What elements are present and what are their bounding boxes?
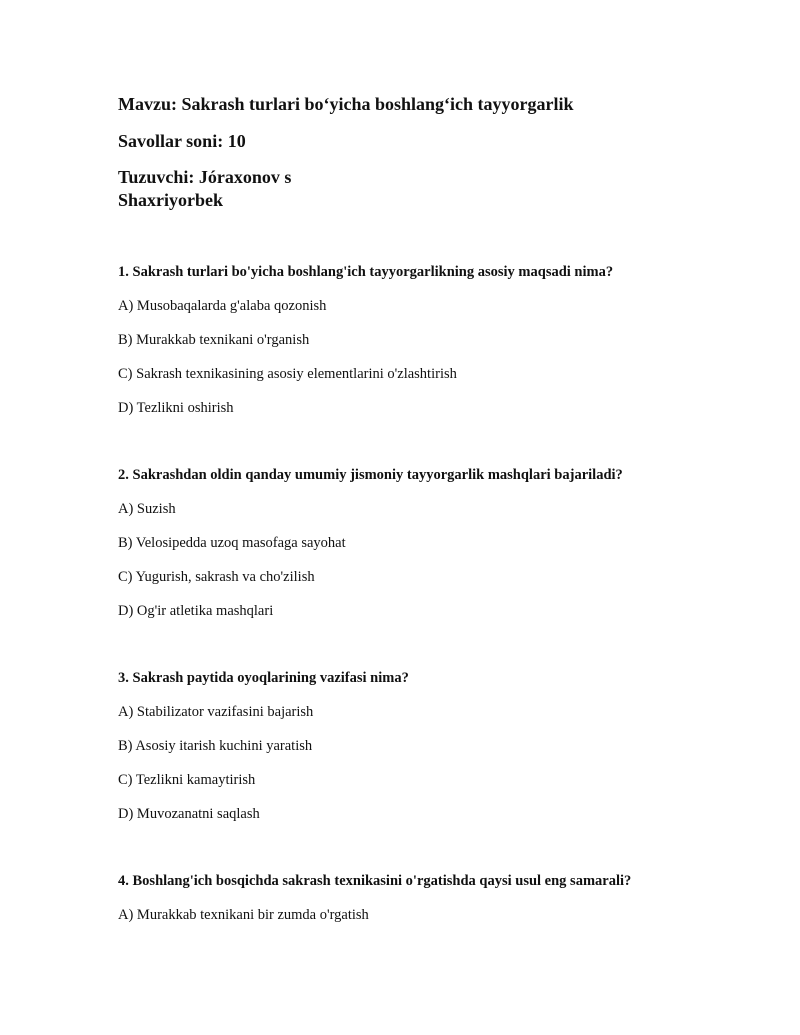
question-2 [118,466,738,636]
question-count: Savollar soni: 10 [118,131,246,151]
answer-option-b: B) Velosipedda uzoq masofaga sayohat [118,535,346,551]
answer-option-a: A) Murakkab texnikani bir zumda o'rgatish [118,907,369,923]
answer-option-b: B) Murakkab texnikani o'rganish [118,332,310,348]
author-line-2: Shaxriyorbek [118,190,224,210]
answer-option-c: C) Sakrash texnikasining asosiy elementlarini o'zlashtirish [118,366,457,382]
answer-option-d: D) Tezlikni oshirish [118,400,234,416]
question-text: 4. Boshlang'ich bosqichda sakrash texnikasini o'rgatishda qaysi usul eng samarali? [118,873,632,889]
question-3 [118,669,738,839]
author-line-1: Tuzuvchi: Jóraxonov s [118,167,292,187]
question-text: 3. Sakrash paytida oyoqlarining vazifasi nima? [118,670,409,686]
question-text: 2. Sakrashdan oldin qanday umumiy jismoniy tayyorgarlik mashqlari bajariladi? [118,467,623,483]
question-4 [118,872,738,940]
answer-option-d: D) Muvozanatni saqlash [118,806,260,822]
answer-option-a: A) Stabilizator vazifasini bajarish [118,704,314,720]
document-header [118,93,738,212]
answer-option-a: A) Suzish [118,501,176,517]
answer-option-c: C) Yugurish, sakrash va cho'zilish [118,569,315,585]
question-1 [118,263,738,433]
answer-option-b: B) Asosiy itarish kuchini yaratish [118,738,313,754]
answer-option-d: D) Og'ir atletika mashqlari [118,603,274,619]
answer-option-a: A) Musobaqalarda g'alaba qozonish [118,298,327,314]
question-text: 1. Sakrash turlari bo'yicha boshlang'ich tayyorgarlikning asosiy maqsadi nima? [118,264,614,280]
topic-title: Mavzu: Sakrash turlari bo‘yicha boshlang‘ich tayyorgarlik [118,94,574,114]
answer-option-c: C) Tezlikni kamaytirish [118,772,256,788]
